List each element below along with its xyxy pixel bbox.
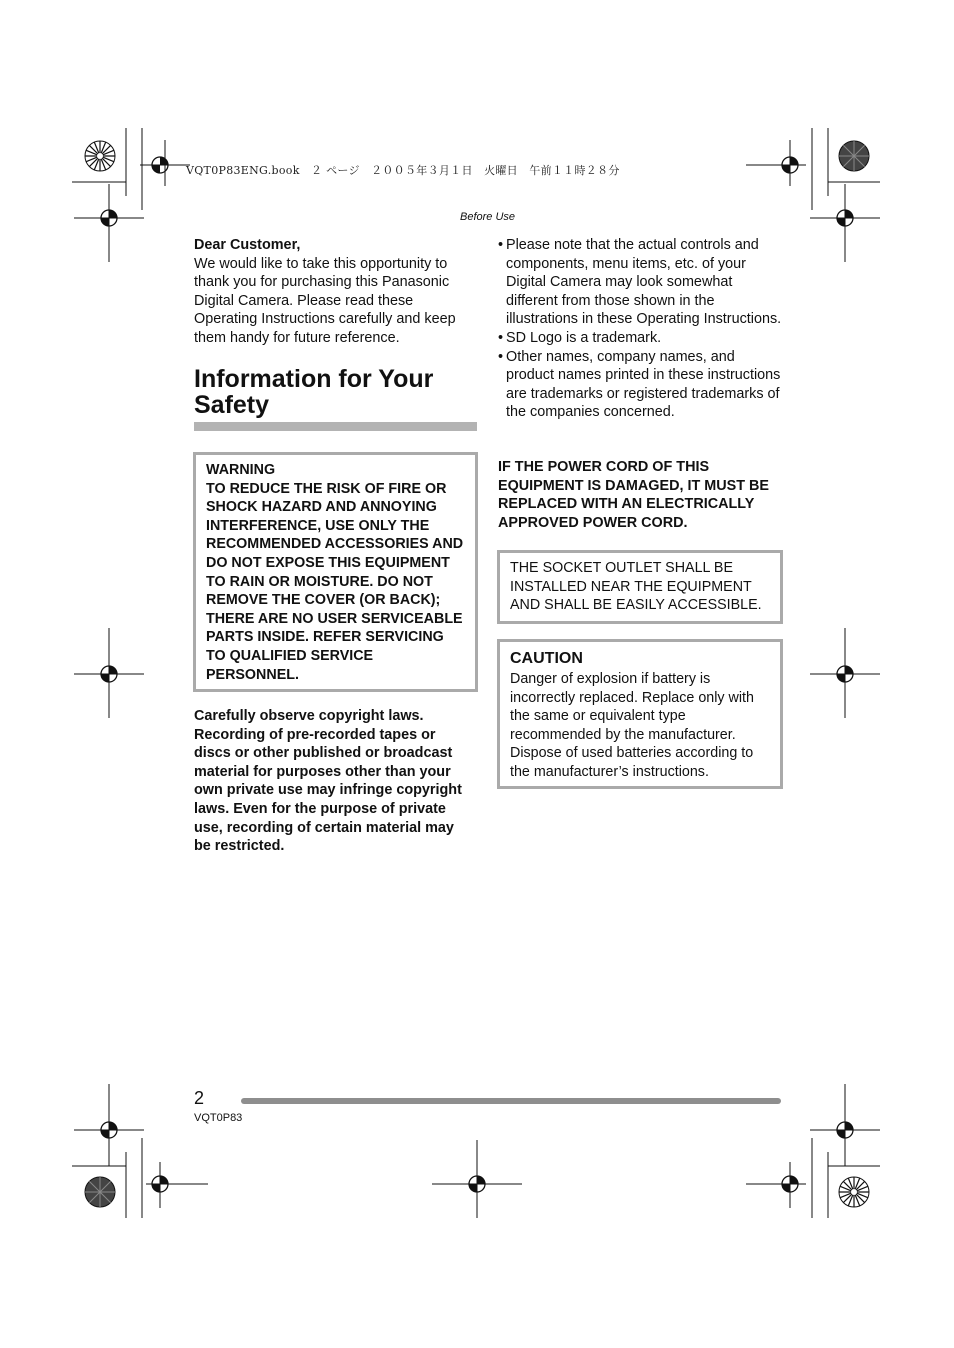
warning-body: TO REDUCE THE RISK OF FIRE OR SHOCK HAZARD AND ANNOYING INTERFERENCE, USE ONLY THE RECOMMENDED ACCESSORIES AND DO NOT EXPOSE THIS EQUIPMENT TO RAIN OR MOISTURE. DO NOT REMOVE THE COVER (OR BACK); THERE ARE NO USER SERVICEABLE PARTS INSIDE. REFER SERVICING TO QUALIFIED SERVICE PERSONNEL. — [206, 480, 464, 683]
warning-title: WARNING — [206, 462, 276, 478]
power-cord-notice: IF THE POWER CORD OF THIS EQUIPMENT IS DAMAGED, IT MUST BE REPLACED WITH AN ELECTRICALLY APPROVED POWER CORD. — [498, 459, 770, 531]
footer-rule — [241, 1098, 781, 1104]
print-header: VQT0P83ENG.book ２ ページ ２００５年３月１日 火曜日 午前１１時２８分 — [186, 164, 620, 177]
copyright-notice: Carefully observe copyright laws. Recording of pre-recorded tapes or discs or other published or broadcast material for purposes other than your own private use may infringe copyright laws. Even for the purpose of private use, recording of certain material may be restricted. — [194, 708, 462, 855]
caution-body: Danger of explosion if battery is incorrectly replaced. Replace only with the same or equivalent type recommended by the manufacturer. Dispose of used batteries according to the manufacturer’s instructions. — [510, 671, 754, 780]
greeting: Dear Customer, — [194, 237, 301, 253]
list-item: • SD Logo is a trademark. — [498, 329, 662, 346]
left-column — [194, 236, 476, 348]
bullet-text: Please note that the actual controls and components, menu items, etc. of your Digital Camera may look somewhat different from those shown in the illustrations in these Operating Instructions. — [506, 237, 782, 328]
socket-notice-box — [497, 550, 783, 624]
warning-box — [193, 452, 478, 692]
caution-title: CAUTION — [510, 650, 583, 667]
list-item: • Other names, company names, and product names printed in these instructions are trademarks or registered trademarks of the companies concerned. — [498, 348, 781, 421]
bullet-text: SD Logo is a trademark. — [506, 329, 662, 346]
page-number: 2 — [194, 1088, 205, 1108]
model-code: VQT0P83 — [194, 1112, 243, 1124]
socket-notice: THE SOCKET OUTLET SHALL BE INSTALLED NEAR THE EQUIPMENT AND SHALL BE EASILY ACCESSIBLE. — [510, 560, 762, 614]
heading-underline — [194, 422, 477, 431]
bullet-text: Other names, company names, and product names printed in these instructions are trademarks or registered trademarks of the companies concerned. — [506, 348, 781, 421]
list-item: • Please note that the actual controls and components, menu items, etc. of your Digital Camera may look somewhat different from those shown in the illustrations in these Operating Instructions. — [498, 237, 782, 328]
caution-box — [497, 639, 783, 789]
section-label: Before Use — [460, 211, 516, 223]
page-heading: Information for Your Safety — [194, 365, 434, 419]
intro-paragraph: We would like to take this opportunity to thank you for purchasing this Panasonic Digital Camera. Please read these Operating Instructions carefully and keep them handy for future reference. — [194, 255, 456, 346]
right-column — [498, 236, 782, 422]
